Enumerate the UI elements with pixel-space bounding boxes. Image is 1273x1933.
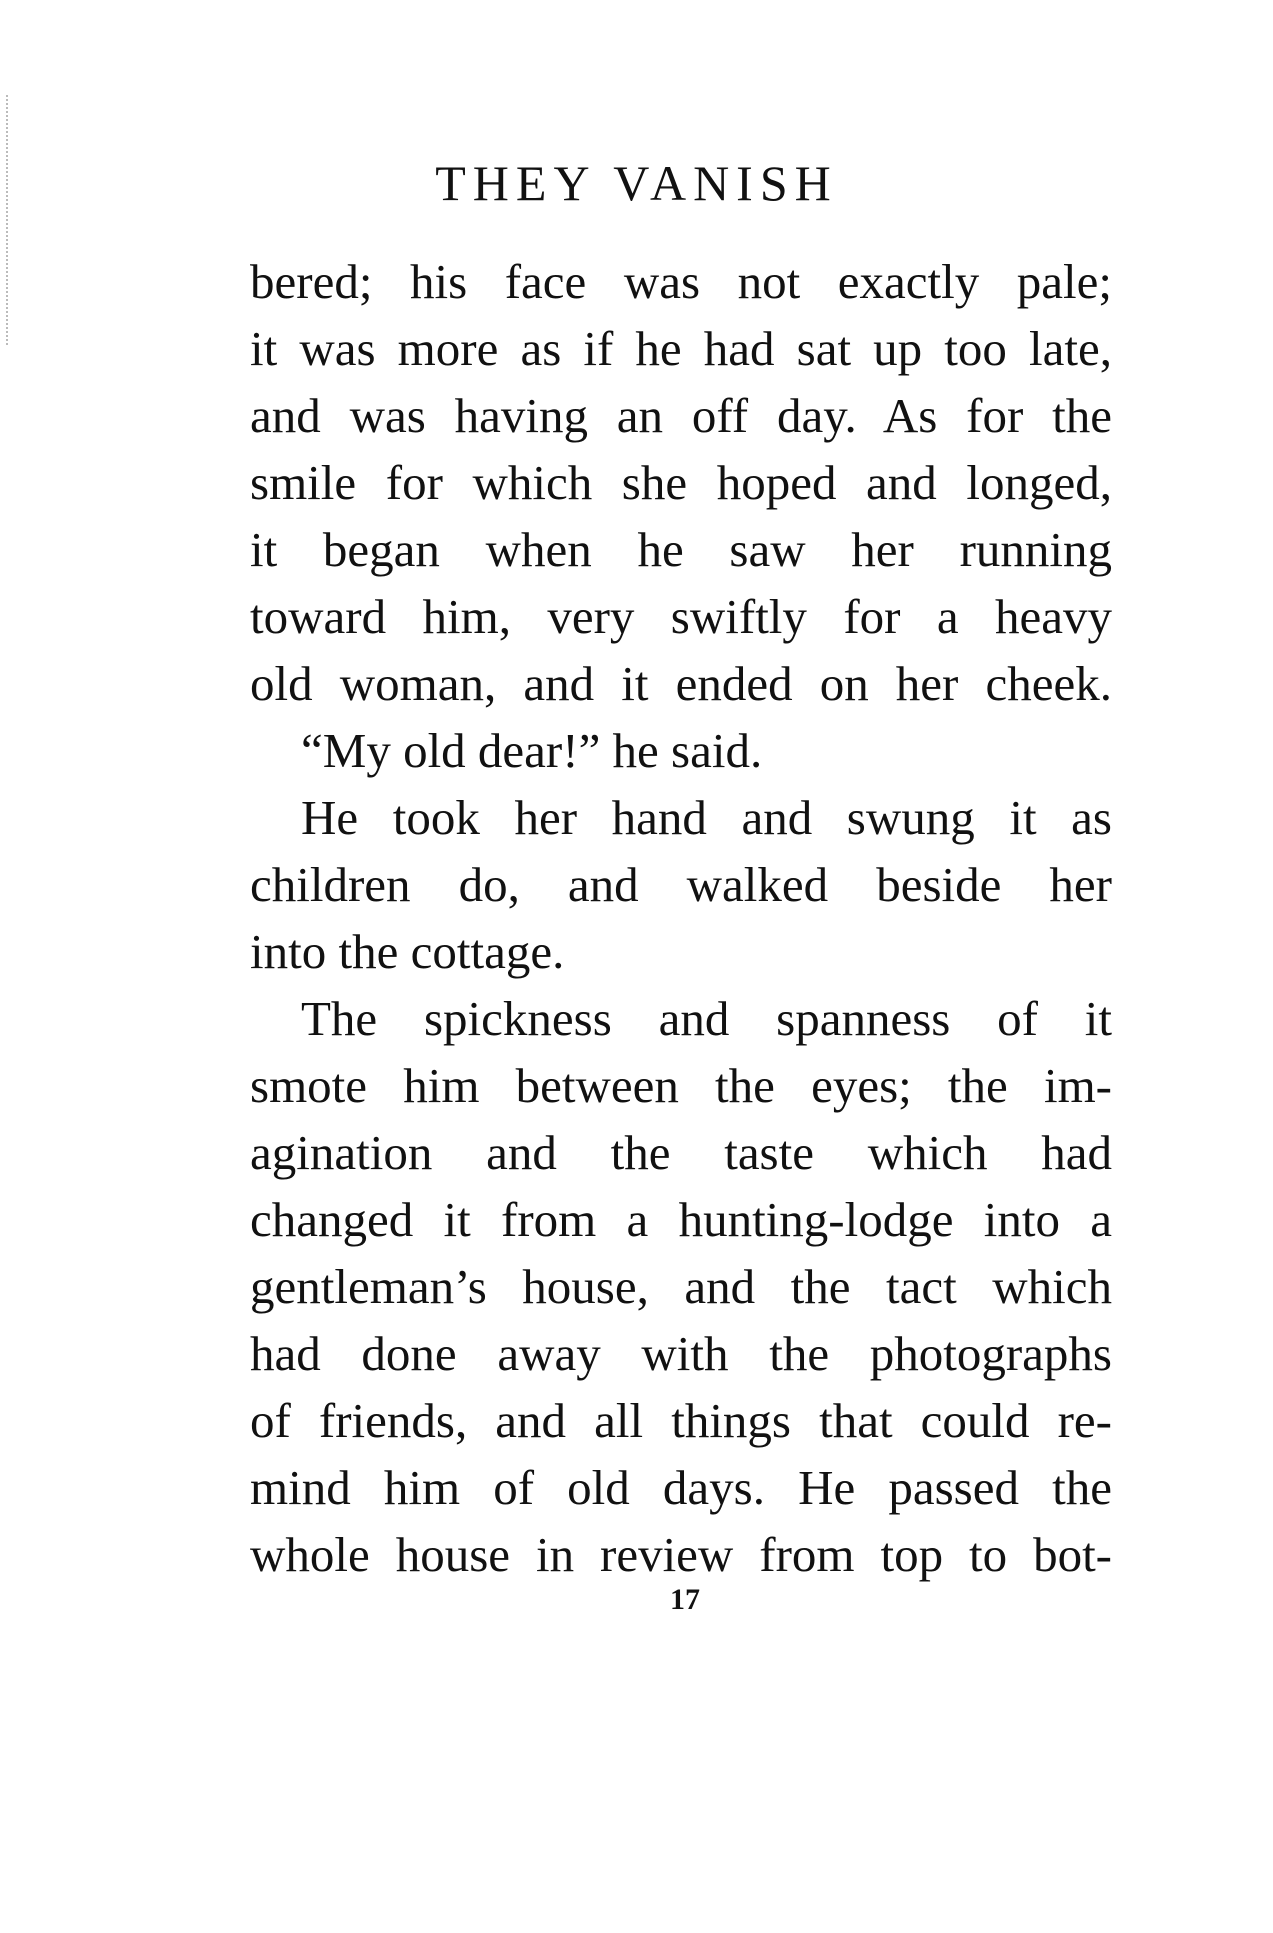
text-line: old woman, and it ended on her cheek. [250,656,1112,711]
text-line: it began when he saw her running [250,522,1112,577]
running-head: THEY VANISH [435,155,838,211]
body-text [250,248,1112,1588]
text-line: into the cottage. [250,924,565,979]
margin-scan-marks [6,95,16,345]
page-number: 17 [670,1583,700,1616]
text-line: gentleman’s house, and the tact which [250,1259,1112,1314]
text-line: agination and the taste which had [250,1125,1112,1180]
text-line: smile for which she hoped and longed, [250,455,1112,510]
text-line: smote him between the eyes; the im- [250,1058,1112,1113]
text-line: and was having an off day. As for the [250,388,1112,443]
text-line: The spickness and spanness of it [301,991,1112,1046]
text-line: He took her hand and swung it as [301,790,1112,845]
text-line: had done away with the photographs [250,1326,1112,1381]
text-line: bered; his face was not exactly pale; [250,254,1112,309]
text-line: of friends, and all things that could re- [250,1393,1112,1448]
text-line: children do, and walked beside her [250,857,1112,912]
text-line: changed it from a hunting-lodge into a [250,1192,1112,1247]
text-line: mind him of old days. He passed the [250,1460,1112,1515]
text-line: “My old dear!” he said. [301,723,763,778]
text-line: it was more as if he had sat up too late, [250,321,1112,376]
text-line: whole house in review from top to bot- [250,1527,1112,1582]
text-line: toward him, very swiftly for a heavy [250,589,1112,644]
